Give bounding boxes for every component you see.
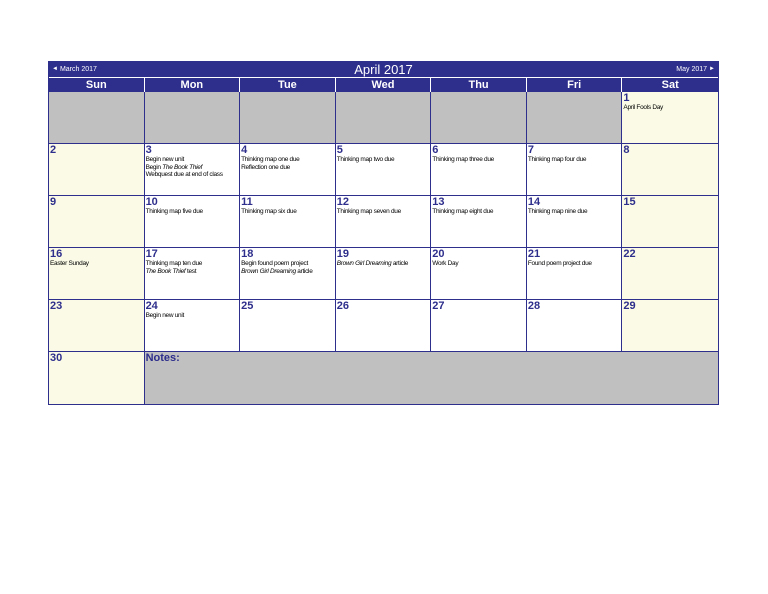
date-number: 27 — [432, 300, 445, 312]
event-text: Thinking map four due — [527, 156, 587, 163]
event-text: Webquest due at end of class — [145, 171, 223, 178]
prev-month-label: March 2017 — [59, 66, 97, 73]
day-cell-23[interactable] — [49, 300, 145, 352]
day-cell-18[interactable] — [240, 248, 336, 300]
next-month-label: May 2017 — [676, 66, 708, 73]
event-text: The Book Thief — [145, 267, 186, 275]
empty-day-cell — [145, 92, 241, 144]
day-cell-19[interactable] — [336, 248, 432, 300]
calendar-event — [622, 104, 718, 112]
day-cell-1[interactable] — [622, 92, 718, 144]
calendar-event — [431, 208, 526, 216]
event-text: Thinking map nine due — [527, 208, 588, 215]
date-number: 1 — [623, 92, 630, 104]
event-text: April Fools Day — [623, 104, 663, 111]
date-number: 22 — [623, 248, 636, 260]
event-text: Begin new unit — [145, 312, 185, 319]
day-cell-26[interactable] — [336, 300, 432, 352]
day-cell-17[interactable] — [145, 248, 241, 300]
event-text: Work Day — [432, 260, 459, 267]
notes-area[interactable] — [145, 352, 718, 404]
day-cell-11[interactable] — [240, 196, 336, 248]
calendar-title-bar — [49, 62, 718, 77]
date-number: 14 — [527, 196, 541, 208]
day-cell-28[interactable] — [527, 300, 623, 352]
calendar-event — [336, 260, 431, 268]
event-text: The Book Thief — [162, 163, 203, 171]
empty-day-cell — [527, 92, 623, 144]
calendar-event — [431, 156, 526, 164]
event-text: Reflection one due — [241, 163, 290, 171]
day-cell-25[interactable] — [240, 300, 336, 352]
date-number: 6 — [432, 144, 439, 156]
day-cell-21[interactable] — [527, 248, 623, 300]
calendar-event — [240, 260, 335, 268]
event-text: Thinking map seven due — [336, 208, 401, 215]
event-text: Begin new unit — [145, 156, 185, 163]
day-header-row — [49, 77, 718, 92]
left-arrow-icon: ◄ — [52, 66, 58, 72]
calendar-event — [145, 260, 240, 268]
date-number: 30 — [50, 352, 63, 364]
empty-day-cell — [431, 92, 527, 144]
calendar-event — [145, 164, 240, 172]
day-header-tue: Tue — [240, 78, 336, 92]
event-text: article — [391, 260, 409, 267]
day-cell-13[interactable] — [431, 196, 527, 248]
event-text: Brown Girl Dreaming — [336, 260, 392, 267]
date-number: 18 — [241, 248, 254, 260]
date-number: 29 — [623, 300, 636, 312]
calendar-grid — [49, 92, 718, 404]
event-text: Found poem project due — [527, 260, 592, 267]
date-number: 26 — [336, 300, 349, 312]
calendar — [48, 61, 719, 405]
date-number: 15 — [623, 196, 636, 208]
date-number: 20 — [432, 248, 445, 260]
event-text: Begin — [145, 163, 163, 171]
date-number: 12 — [336, 196, 349, 208]
event-text: Thinking map one due — [241, 156, 300, 163]
calendar-event — [145, 268, 240, 276]
empty-day-cell — [336, 92, 432, 144]
day-header-wed: Wed — [336, 78, 432, 92]
event-text: test — [185, 267, 197, 275]
date-number: 2 — [50, 144, 57, 156]
day-header-sun: Sun — [49, 78, 145, 92]
day-cell-29[interactable] — [622, 300, 718, 352]
date-number: 8 — [623, 144, 630, 156]
event-text: article — [295, 267, 313, 275]
date-number: 13 — [432, 196, 445, 208]
day-cell-10[interactable] — [145, 196, 241, 248]
day-cell-6[interactable] — [431, 144, 527, 196]
event-text: Thinking map ten due — [145, 260, 203, 267]
event-text: Thinking map five due — [145, 208, 203, 215]
date-number: 10 — [145, 196, 158, 208]
calendar-event — [336, 208, 431, 216]
day-cell-15[interactable] — [622, 196, 718, 248]
calendar-event — [431, 260, 526, 268]
day-cell-4[interactable] — [240, 144, 336, 196]
day-cell-27[interactable] — [431, 300, 527, 352]
day-cell-16[interactable] — [49, 248, 145, 300]
calendar-event — [527, 156, 622, 164]
calendar-event — [145, 208, 240, 216]
right-arrow-icon: ► — [709, 66, 715, 72]
day-cell-14[interactable] — [527, 196, 623, 248]
event-text: Thinking map eight due — [432, 208, 494, 215]
empty-day-cell — [240, 92, 336, 144]
calendar-event — [527, 208, 622, 216]
date-number: 16 — [50, 248, 63, 260]
calendar-event — [240, 156, 335, 164]
day-header-mon: Mon — [145, 78, 241, 92]
day-cell-5[interactable] — [336, 144, 432, 196]
day-cell-22[interactable] — [622, 248, 718, 300]
date-number: 19 — [336, 248, 349, 260]
day-cell-30[interactable] — [49, 352, 145, 404]
day-cell-3[interactable] — [145, 144, 241, 196]
day-cell-2[interactable] — [49, 144, 145, 196]
date-number: 25 — [241, 300, 254, 312]
calendar-event — [145, 171, 240, 179]
day-cell-9[interactable] — [49, 196, 145, 248]
calendar-event — [527, 260, 622, 268]
calendar-event — [240, 268, 335, 276]
date-number: 17 — [145, 248, 158, 260]
date-number: 24 — [145, 300, 158, 312]
date-number: 3 — [145, 144, 152, 156]
date-number: 23 — [50, 300, 63, 312]
next-month-link[interactable] — [676, 65, 715, 74]
month-title: April 2017 — [354, 62, 413, 77]
notes-label: Notes: — [145, 352, 180, 364]
calendar-event — [49, 260, 144, 268]
day-cell-12[interactable] — [336, 196, 432, 248]
event-text: Begin found poem project — [241, 260, 309, 267]
calendar-event — [145, 156, 240, 164]
calendar-event — [145, 312, 240, 320]
day-cell-7[interactable] — [527, 144, 623, 196]
date-number: 11 — [241, 196, 253, 208]
calendar-event — [336, 156, 431, 164]
event-text: Thinking map six due — [241, 208, 297, 215]
day-cell-24[interactable] — [145, 300, 241, 352]
date-number: 7 — [527, 144, 534, 156]
event-text: Easter Sunday — [50, 260, 89, 267]
day-header-sat: Sat — [661, 79, 679, 91]
date-number: 9 — [50, 196, 57, 208]
day-header-fri: Fri — [527, 78, 623, 92]
day-cell-20[interactable] — [431, 248, 527, 300]
event-text: Thinking map three due — [432, 156, 494, 163]
day-cell-8[interactable] — [622, 144, 718, 196]
date-number: 21 — [527, 248, 541, 260]
event-text: Thinking map two due — [336, 156, 395, 163]
date-number: 28 — [527, 300, 541, 312]
date-number: 4 — [241, 144, 248, 156]
day-header-thu: Thu — [431, 78, 527, 92]
calendar-event — [240, 208, 335, 216]
event-text: Brown Girl Dreaming — [241, 267, 296, 275]
empty-day-cell — [49, 92, 145, 144]
date-number: 5 — [336, 144, 343, 156]
calendar-event — [240, 164, 335, 172]
